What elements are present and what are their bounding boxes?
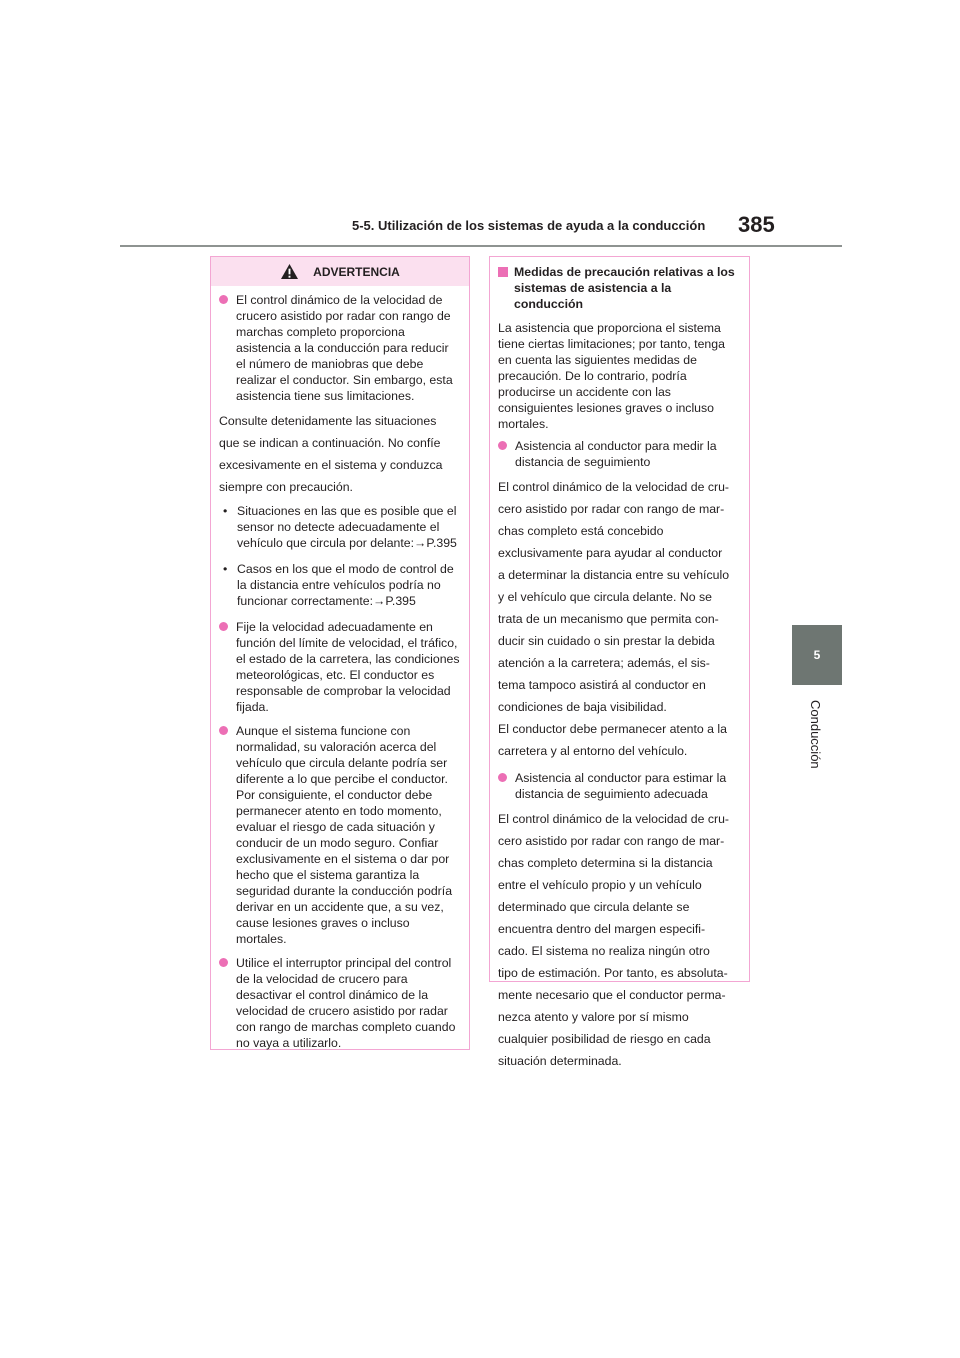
header-divider xyxy=(120,245,842,247)
bullet-dot-icon xyxy=(219,295,228,304)
text-line: chas completo determina si la distancia xyxy=(498,856,713,870)
sub-list-item xyxy=(219,503,461,551)
chapter-label: Conducción xyxy=(808,700,823,769)
list-item xyxy=(219,723,461,947)
section-title: 5-5. Utilización de los sistemas de ayuda a la conducción xyxy=(352,218,706,233)
text-line: cero asistido por radar con rango de mar- xyxy=(498,502,725,516)
bullet-text: Asistencia al conductor para estimar la distancia de seguimiento adecuada xyxy=(515,771,727,801)
bullet-text: Asistencia al conductor para medir la distancia de seguimiento xyxy=(515,439,717,469)
text-line: entre el vehículo propio y un vehículo xyxy=(498,878,702,892)
text-line: cado. El sistema no realiza ningún otro xyxy=(498,944,710,958)
list-item xyxy=(219,955,461,1051)
intro-paragraph: La asistencia que proporciona el sistema tiene ciertas limitaciones; por tanto, tenga en cuenta las siguientes medidas de precaución. De lo contrario, podría producirse un accidente con las consiguientes lesiones graves o incluso mortales. xyxy=(498,321,725,431)
paragraph-1 xyxy=(498,478,741,717)
list-item xyxy=(219,619,461,715)
bullet-dot-icon xyxy=(498,773,507,782)
warning-triangle-icon xyxy=(280,263,299,280)
text-line: El control dinámico de la velocidad de cru- xyxy=(498,812,730,826)
heading-text: Medidas de precaución relativas a los sistemas de asistencia a la conducción xyxy=(514,265,735,311)
bullet-dot-icon xyxy=(219,958,228,967)
text-line: situación determinada. xyxy=(498,1054,622,1068)
text-line: y el vehículo que circula delante. No se xyxy=(498,590,712,604)
paragraph-2 xyxy=(498,720,741,761)
text-line: excesivamente en el sistema y conduzca xyxy=(219,458,443,472)
list-item xyxy=(498,770,741,802)
text-line: encuentra dentro del margen especifi- xyxy=(498,922,706,936)
text-line: nezca atento y valore por sí mismo xyxy=(498,1010,689,1024)
list-item xyxy=(498,438,741,470)
warning-title: ADVERTENCIA xyxy=(313,264,400,279)
text-line: que se indican a continuación. No confíe xyxy=(219,436,441,450)
text-line: atención a la carretera; además, el sis- xyxy=(498,656,710,670)
warning-bullet-text: El control dinámico de la velocidad de crucero asistido por radar con rango de marchas completo proporciona asistencia a la conducción para reducir el número de maniobras que debe realizar el conductor. Sin embargo, esta asistencia tiene sus limitaciones. xyxy=(236,293,453,403)
paragraph-3 xyxy=(498,810,741,1071)
bullet-dot-icon xyxy=(219,622,228,631)
text-line: carretera y al entorno del vehículo. xyxy=(498,744,688,758)
chapter-number: 5 xyxy=(813,648,821,662)
warning-paragraph xyxy=(219,412,461,497)
text-line: exclusivamente para ayudar al conductor xyxy=(498,546,723,560)
sub-item-text: Casos en los que el modo de control de la distancia entre vehículos podría no funcionar correctamente:→P.395 xyxy=(237,562,454,608)
sub-bullet-icon: • xyxy=(223,562,228,576)
text-line: El control dinámico de la velocidad de cru- xyxy=(498,480,730,494)
page-number: 385 xyxy=(738,212,775,237)
warning-bullet-text: Fije la velocidad adecuadamente en función del límite de velocidad, el tráfico, el estado de la carretera, las condiciones meteorológicas, etc. El conductor es responsable de comprobar la velocidad fijada. xyxy=(236,620,460,714)
chapter-tab[interactable] xyxy=(792,625,842,685)
text-line: siempre con precaución. xyxy=(219,480,353,494)
sub-list-item xyxy=(219,561,461,609)
text-line: determinado que circula delante se xyxy=(498,900,690,914)
text-line: trata de un mecanismo que permita con- xyxy=(498,612,719,626)
square-bullet-icon xyxy=(498,267,508,277)
warning-bullet-text: Aunque el sistema funcione con normalidad, su valoración acerca del vehículo que circula delante podría ser diferente a lo que percibe el conductor. Por consiguiente, el conductor debe permanecer atento en todo momento, evaluar el riesgo de cada situación y conducir de un modo seguro. Confiar exclusivamente en el sistema o dar por hecho que el sistema garantiza la seguridad durante la conducción podría derivar en un accidente que, a su vez, cause lesiones graves o incluso mortales. xyxy=(236,724,453,946)
text-line: cero asistido por radar con rango de mar- xyxy=(498,834,725,848)
warning-header xyxy=(211,257,469,286)
bullet-dot-icon xyxy=(219,726,228,735)
text-line: Consulte detenidamente las situaciones xyxy=(219,414,437,428)
warning-bullet-text: Utilice el interruptor principal del control de la velocidad de crucero para desactivar el control dinámico de la velocidad de crucero asistido por radar con rango de marchas completo cuando no vaya a utilizarlo. xyxy=(236,956,456,1050)
bullet-dot-icon xyxy=(498,441,507,450)
warning-box xyxy=(210,256,470,1050)
sub-bullet-icon: • xyxy=(223,504,228,518)
precautions-box xyxy=(489,256,750,1068)
text-line: chas completo está concebido xyxy=(498,524,664,538)
text-line: a determinar la distancia entre su vehículo xyxy=(498,568,730,582)
section-heading xyxy=(498,264,741,312)
text-line: cualquier posibilidad de riesgo en cada xyxy=(498,1032,711,1046)
text-line: tema tampoco asistirá al conductor en xyxy=(498,678,706,692)
list-item xyxy=(219,292,461,404)
text-line: ducir sin cuidado o sin prestar la debida xyxy=(498,634,715,648)
text-line: mente necesario que el conductor perma- xyxy=(498,988,726,1002)
text-line: condiciones de baja visibilidad. xyxy=(498,700,667,714)
text-line: El conductor debe permanecer atento a la xyxy=(498,722,728,736)
sub-item-text: Situaciones en las que es posible que el sensor no detecte adecuadamente el vehículo que circula por delante:→P.395 xyxy=(237,504,457,550)
text-line: tipo de estimación. Por tanto, es absoluta- xyxy=(498,966,728,980)
